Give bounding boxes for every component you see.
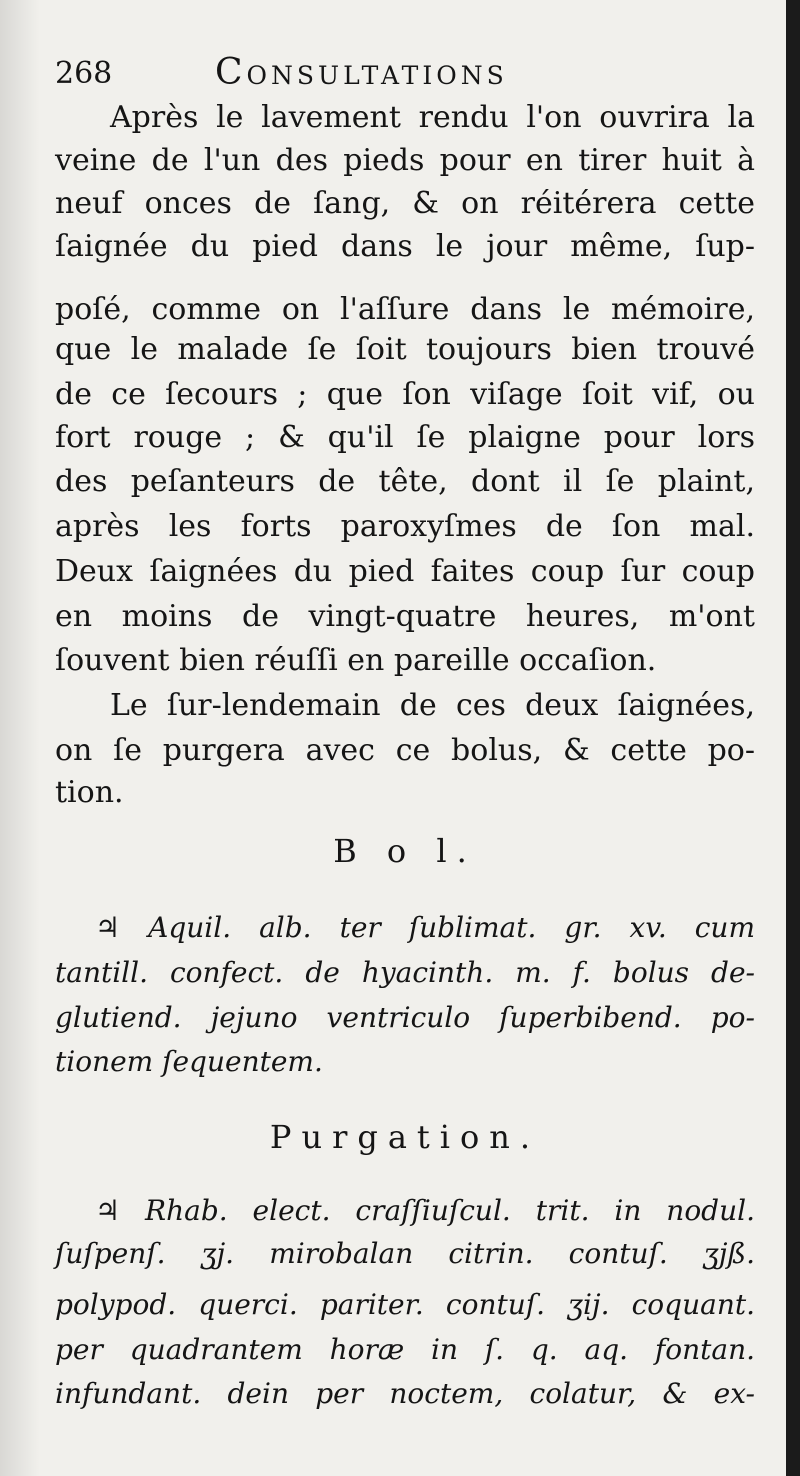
prescription-line: glutiend. jejuno ventriculo ſuperbibend. po- [55, 1001, 755, 1034]
text-line: fort rouge ; & qu'il ſe plaigne pour lors [55, 420, 755, 455]
page-number: 268 [55, 56, 113, 91]
text-line: poſé, comme on l'aſſure dans le mémoire, [55, 292, 755, 327]
prescription-line: tionem ſequentem. [55, 1045, 323, 1078]
text-line: on ſe purgera avec ce bolus, & cette po- [55, 733, 755, 768]
page-header [55, 50, 755, 100]
text-line: ſouvent bien réuſſi en pareille occaſion. [55, 643, 657, 678]
running-head: Consultations [215, 52, 508, 93]
text-line: Le ſur-lendemain de ces deux ſaignées, [110, 688, 755, 723]
prescription-line: ♃ Rhab. elect. craſſiuſcul. trit. in nodul. [95, 1194, 755, 1227]
prescription-line: infundant. dein per noctem, colatur, & ex- [55, 1377, 755, 1410]
text-line: Après le lavement rendu l'on ouvrira la [110, 100, 755, 135]
text-line: après les forts paroxyſmes de ſon mal. [55, 509, 755, 544]
text-line: ſaignée du pied dans le jour même, ſup- [55, 229, 755, 264]
text-line: neuf onces de ſang, & on réitérera cette [55, 186, 755, 221]
prescription-line: tantill. confect. de hyacinth. m. f. bolus de- [55, 956, 755, 989]
text-line: veine de l'un des pieds pour en tirer huit à [55, 143, 755, 178]
prescription-line: per quadrantem horæ in ſ. q. aq. fontan. [55, 1333, 755, 1366]
prescription-line: polypod. querci. pariter. contuſ. ʒij. coquant. [55, 1288, 755, 1321]
text-line: Deux ſaignées du pied faites coup ſur coup [55, 554, 755, 589]
text-line: de ce ſecours ; que ſon viſage ſoit vif, ou [55, 377, 755, 412]
bol-heading: B o l. [333, 832, 477, 870]
purgation-heading: Purgation. [269, 1118, 541, 1156]
text-line: tion. [55, 775, 124, 810]
text-line: des peſanteurs de tête, dont il ſe plaint, [55, 464, 755, 499]
text-line: que le malade ſe ſoit toujours bien trouvé [55, 332, 755, 367]
text-line: en moins de vingt-quatre heures, m'ont [55, 599, 755, 634]
prescription-line: ſuſpenſ. ʒj. mirobalan citrin. contuſ. ʒjß. [55, 1237, 755, 1270]
prescription-line: ♃ Aquil. alb. ter ſublimat. gr. xv. cum [95, 911, 755, 944]
